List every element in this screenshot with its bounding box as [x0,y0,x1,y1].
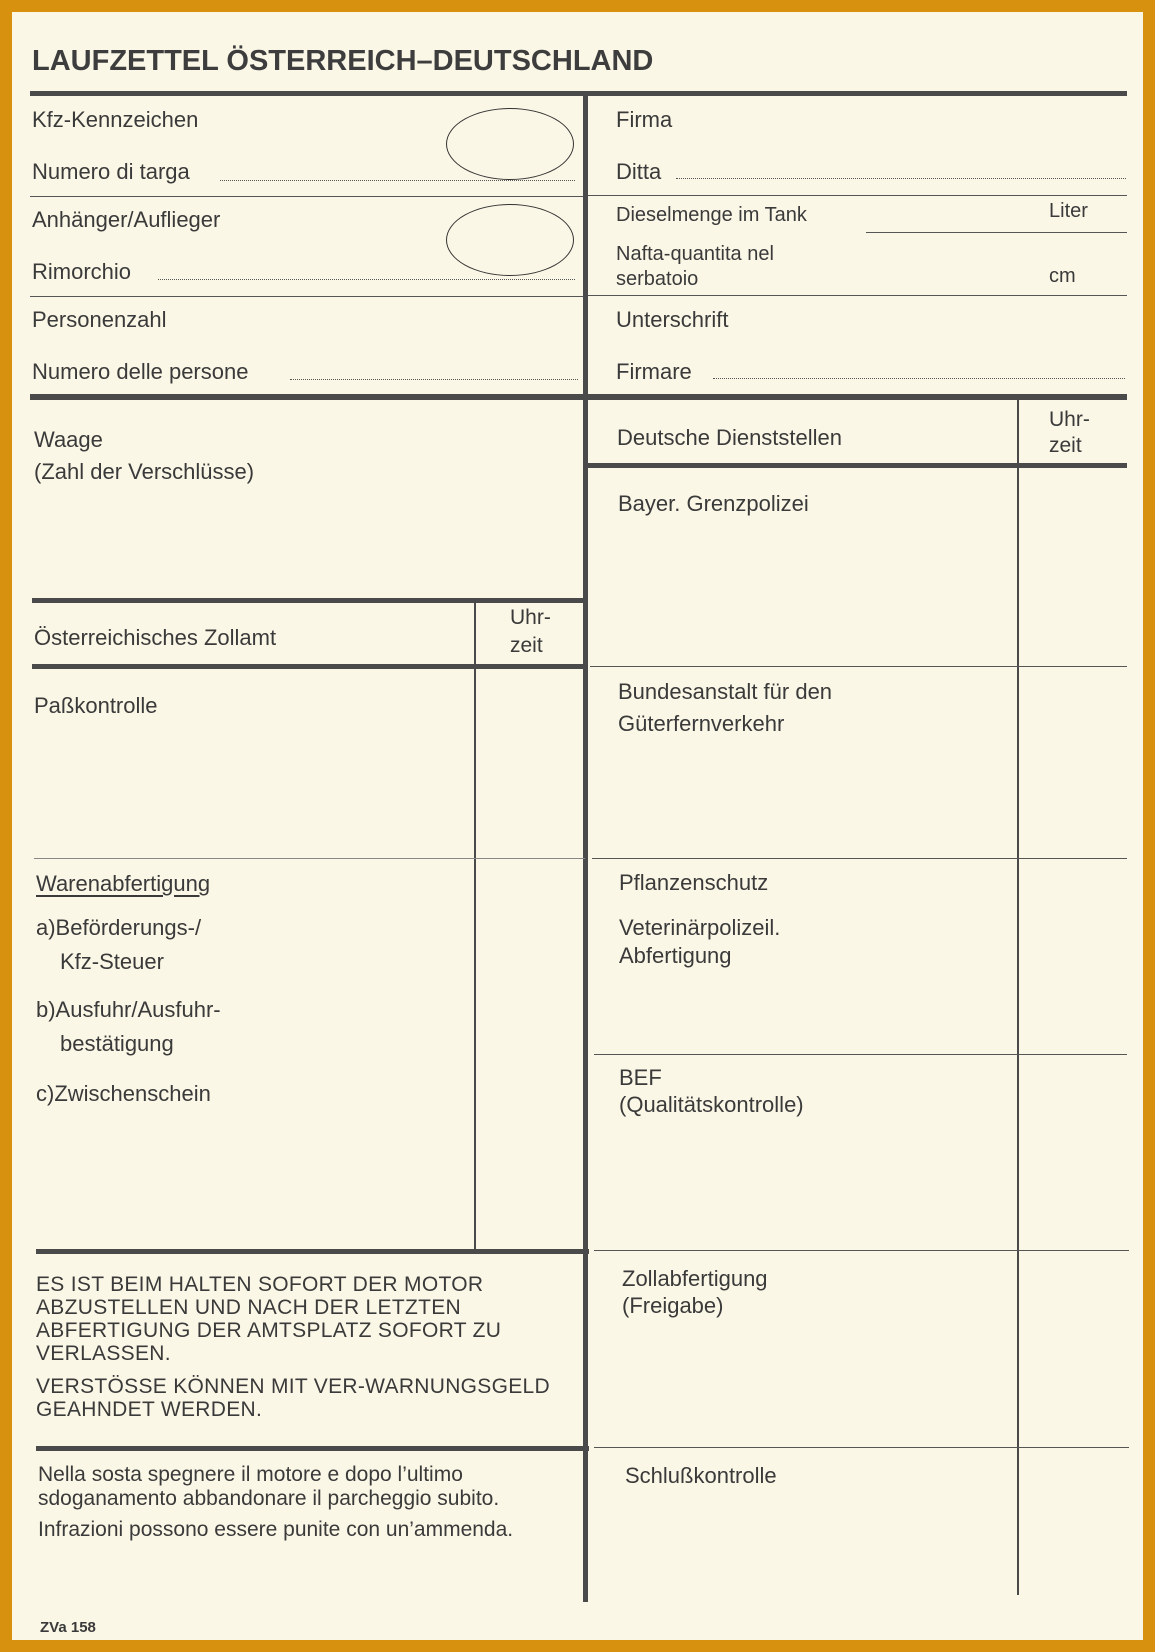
germany-header-rule [588,463,1127,468]
divider [34,858,585,859]
veterinaer-line1: Veterinärpolizeil. [619,915,781,940]
item-c-label: c)Zwischenschein [36,1081,211,1106]
germany-header: Deutsche Dienststellen [617,425,843,450]
item-b-line2: bestätigung [60,1031,174,1056]
plate-oval[interactable] [446,108,574,180]
signature-field[interactable] [713,378,1125,379]
notice-rule-top [36,1249,589,1254]
form-number: ZVa 158 [40,1619,96,1636]
center-divider [583,92,588,1602]
section-rule [30,394,1127,400]
nafta-label-1: Nafta-quantita nel [616,243,774,265]
persons-field[interactable] [290,379,578,380]
divider [594,1054,1127,1055]
divider [594,1447,1129,1448]
passkontrolle-label: Paßkontrolle [34,693,158,718]
divider [30,296,583,297]
rimorchio-field[interactable] [158,279,575,280]
firma-label: Firma [616,107,673,132]
unterschrift-label: Unterschrift [616,307,729,332]
waage-sub-label: (Zahl der Verschlüsse) [34,459,255,484]
notice-rule-middle [36,1446,589,1451]
liter-unit: Liter [1049,200,1088,222]
bef-line1: BEF [619,1065,662,1090]
divider [590,666,1127,667]
austria-zeit: zeit [510,634,543,657]
targa-field[interactable] [220,180,575,181]
firmare-label: Firmare [616,359,692,384]
kfz-label: Kfz-Kennzeichen [32,107,199,132]
personenzahl-label: Personenzahl [32,307,167,332]
bag-line1: Bundesanstalt für den [618,679,833,704]
item-b-line1: b)Ausfuhr/Ausfuhr- [36,997,221,1022]
liter-field[interactable] [866,232,1127,233]
form-title: LAUFZETTEL ÖSTERREICH–DEUTSCHLAND [32,45,654,77]
targa-label: Numero di targa [32,159,190,184]
ditta-field[interactable] [676,178,1126,179]
divider [592,858,1127,859]
germany-zeit: zeit [1049,434,1082,457]
divider [588,195,1127,196]
divider [594,1250,1129,1251]
waage-label: Waage [34,427,103,452]
austria-rule-bottom [32,664,585,669]
veterinaer-line2: Abfertigung [619,943,732,968]
divider [30,196,583,197]
item-a-line2: Kfz-Steuer [60,949,164,974]
pflanzenschutz-label: Pflanzenschutz [619,870,769,895]
ditta-label: Ditta [616,159,662,184]
nafta-label-2: serbatoio [616,268,699,290]
cm-unit: cm [1049,265,1076,287]
divider [588,295,1127,296]
austria-header: Österreichisches Zollamt [34,625,277,650]
rimorchio-label: Rimorchio [32,259,132,284]
notice-it-p2: Infrazioni possono essere punite con un’ammenda. [38,1518,514,1541]
diesel-label: Dieselmenge im Tank [616,204,807,226]
numero-persone-label: Numero delle persone [32,359,249,384]
notice-de-p1: ES IST BEIM HALTEN SOFORT DER MOTOR ABZUSTELLEN UND NACH DER LETZTEN ABFERTIGUNG DER AMTSPLATZ SOFORT ZU VERLASSEN. [36,1273,502,1365]
bag-line2: Güterfernverkehr [618,711,785,736]
austria-rule-top [32,598,585,603]
notice-de-p2: VERSTÖSSE KÖNNEN MIT VER-WARNUNGSGELD GEAHNDET WERDEN. [36,1375,551,1421]
zollabfertigung-line2: (Freigabe) [622,1293,724,1318]
anhaenger-label: Anhänger/Auflieger [32,207,221,232]
trailer-oval[interactable] [446,204,574,276]
grenzpolizei-label: Bayer. Grenzpolizei [618,491,809,516]
warenabfertigung-label: Warenabfertigung [36,871,211,896]
item-a-line1: a)Beförderungs-/ [36,915,202,940]
bef-line2: (Qualitätskontrolle) [619,1092,804,1117]
austria-time-column [474,601,476,1251]
zollabfertigung-line1: Zollabfertigung [622,1266,768,1291]
schlusskontrolle-label: Schlußkontrolle [625,1463,777,1488]
notice-it-p1: Nella sosta spegnere il motore e dopo l’ultimo sdoganamento abbandonare il parcheggio subito. [38,1463,500,1510]
germany-time-column [1017,400,1019,1595]
germany-uhr: Uhr- [1049,408,1090,431]
austria-uhr: Uhr- [510,606,551,629]
top-rule [30,91,1127,96]
